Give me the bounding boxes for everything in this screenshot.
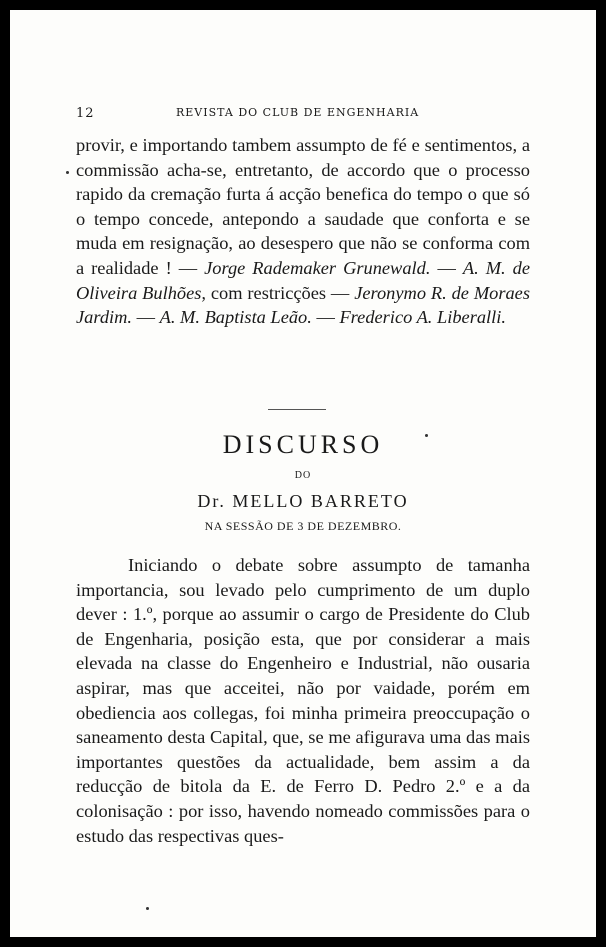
signatory-2: A. M. de Oliveira Bulhões, [76, 257, 530, 303]
print-speck [66, 171, 69, 174]
separator-2: — [132, 307, 160, 328]
commission-report-ending [76, 133, 530, 330]
discourse-title: DISCURSO [222, 430, 384, 459]
signatory-4: A. M. Baptista Leão. [159, 307, 312, 328]
report-text: provir, e importando tambem assumpto de fé e sentimentos, a commissão acha-se, entretanto, de accordo que o processo rapido da cremação furta á acção benefica do tempo o que só o tempo concede, antepondo a saudade que conforta e se muda em resignação, ao desespero que não se conforma com a realidade ! — [76, 135, 530, 278]
page-number: 12 [76, 106, 95, 121]
signatory-3: Jeronymo R. de Moraes Jardim. [76, 282, 531, 328]
print-speck [425, 434, 428, 437]
separator-3: — [311, 307, 340, 328]
signatory-1: Jorge Rademaker Grunewald. [204, 257, 431, 278]
document-page [10, 10, 596, 937]
signatory-5: Frederico A. Liberalli. [339, 307, 506, 328]
restriction-note: com restricções — [206, 282, 355, 303]
page-header [76, 106, 530, 126]
print-speck [146, 907, 149, 910]
discourse-paragraph: Iniciando o debate sobre assumpto de tamanha importancia, sou levado pelo cumprimento de um duplo dever : 1.º, porque ao assumir o cargo de Presidente do Club de Engenharia, posição esta, que por considerar a mais elevada na classe do Engenheiro e Industrial, não ousaria aspirar, mas que acceitei, não por vaidade, porém em obediencia aos collegas, foi minha primeira preoccupação o saneamento desta Capital, que, se me afigurava uma das mais importantes questões da actualidade, bem assim a da reducção de bitola da E. de Ferro D. Pedro 2.º e a da colonisação : por isso, havendo nomeado commissões para o estudo das respectivas ques- [76, 555, 530, 846]
discourse-title-do: DO [294, 470, 312, 481]
separator-1: — [430, 257, 463, 278]
running-head: REVISTA DO CLUB DE ENGENHARIA [176, 106, 420, 119]
discourse-speaker: Dr. MELLO BARRETO [197, 491, 409, 511]
section-divider [268, 409, 326, 410]
discourse-session: NA SESSÃO DE 3 DE DEZEMBRO. [204, 519, 402, 533]
